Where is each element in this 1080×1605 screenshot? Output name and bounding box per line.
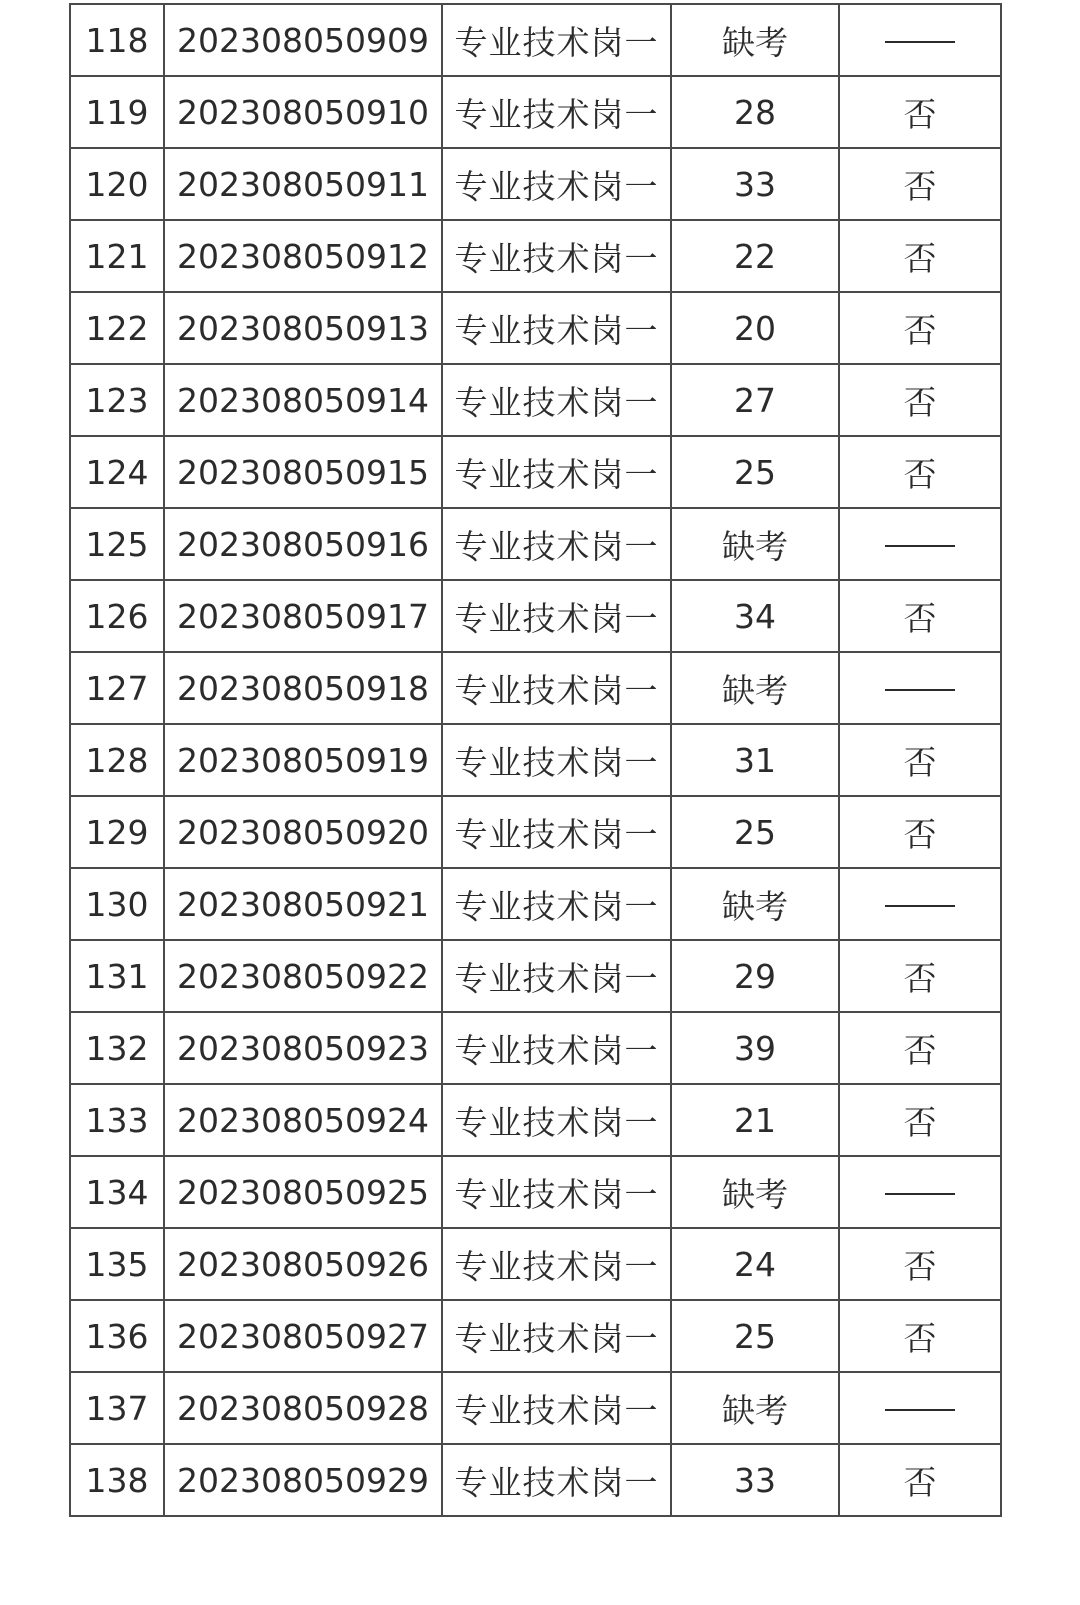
no-result-dash [885,689,955,691]
position-cell: 专业技术岗一 [442,292,671,364]
result-cell: 否 [839,220,1001,292]
score-table-container [69,3,990,1517]
position-cell: 专业技术岗一 [442,148,671,220]
exam-id-cell: 202308050926 [164,1228,442,1300]
result-cell: 否 [839,1300,1001,1372]
score-cell: 27 [671,364,839,436]
row-number-cell: 122 [70,292,164,364]
exam-id-cell: 202308050909 [164,4,442,76]
exam-id-cell: 202308050918 [164,652,442,724]
table-row [70,1300,1001,1372]
score-cell: 缺考 [671,508,839,580]
no-result-dash [885,1193,955,1195]
row-number-cell: 127 [70,652,164,724]
exam-id-cell: 202308050911 [164,148,442,220]
exam-id-cell: 202308050916 [164,508,442,580]
exam-id-cell: 202308050920 [164,796,442,868]
position-cell: 专业技术岗一 [442,1084,671,1156]
row-number-cell: 132 [70,1012,164,1084]
score-cell: 33 [671,1444,839,1516]
row-number-cell: 135 [70,1228,164,1300]
result-cell: 否 [839,580,1001,652]
position-cell: 专业技术岗一 [442,724,671,796]
row-number-cell: 128 [70,724,164,796]
result-cell: 否 [839,1444,1001,1516]
table-row [70,1084,1001,1156]
position-cell: 专业技术岗一 [442,1372,671,1444]
position-cell: 专业技术岗一 [442,76,671,148]
row-number-cell: 126 [70,580,164,652]
score-cell: 24 [671,1228,839,1300]
score-cell: 22 [671,220,839,292]
exam-id-cell: 202308050912 [164,220,442,292]
result-cell [839,508,1001,580]
score-cell: 缺考 [671,652,839,724]
position-cell: 专业技术岗一 [442,364,671,436]
score-cell: 缺考 [671,4,839,76]
result-cell [839,1372,1001,1444]
score-cell: 31 [671,724,839,796]
table-row [70,1156,1001,1228]
score-cell: 缺考 [671,1156,839,1228]
exam-id-cell: 202308050921 [164,868,442,940]
result-cell: 否 [839,940,1001,1012]
exam-id-cell: 202308050927 [164,1300,442,1372]
table-row [70,724,1001,796]
score-cell: 25 [671,1300,839,1372]
result-cell: 否 [839,1228,1001,1300]
score-table-body [70,4,1001,1516]
table-row [70,1372,1001,1444]
no-result-dash [885,905,955,907]
result-cell: 否 [839,796,1001,868]
row-number-cell: 129 [70,796,164,868]
position-cell: 专业技术岗一 [442,940,671,1012]
score-cell: 28 [671,76,839,148]
table-row [70,1444,1001,1516]
exam-id-cell: 202308050922 [164,940,442,1012]
score-cell: 34 [671,580,839,652]
exam-id-cell: 202308050924 [164,1084,442,1156]
table-row [70,364,1001,436]
position-cell: 专业技术岗一 [442,4,671,76]
row-number-cell: 138 [70,1444,164,1516]
table-row [70,148,1001,220]
score-cell: 25 [671,436,839,508]
result-cell: 否 [839,148,1001,220]
table-row [70,796,1001,868]
position-cell: 专业技术岗一 [442,652,671,724]
exam-id-cell: 202308050928 [164,1372,442,1444]
exam-id-cell: 202308050929 [164,1444,442,1516]
result-cell [839,4,1001,76]
no-result-dash [885,1409,955,1411]
position-cell: 专业技术岗一 [442,1300,671,1372]
score-cell: 20 [671,292,839,364]
result-cell: 否 [839,76,1001,148]
score-cell: 33 [671,148,839,220]
position-cell: 专业技术岗一 [442,1012,671,1084]
score-cell: 21 [671,1084,839,1156]
exam-id-cell: 202308050925 [164,1156,442,1228]
result-cell: 否 [839,1084,1001,1156]
result-cell: 否 [839,724,1001,796]
exam-id-cell: 202308050914 [164,364,442,436]
position-cell: 专业技术岗一 [442,1156,671,1228]
exam-id-cell: 202308050913 [164,292,442,364]
position-cell: 专业技术岗一 [442,868,671,940]
position-cell: 专业技术岗一 [442,580,671,652]
table-row [70,652,1001,724]
row-number-cell: 131 [70,940,164,1012]
row-number-cell: 124 [70,436,164,508]
position-cell: 专业技术岗一 [442,436,671,508]
row-number-cell: 130 [70,868,164,940]
result-cell [839,652,1001,724]
score-table [69,3,1002,1517]
row-number-cell: 125 [70,508,164,580]
row-number-cell: 136 [70,1300,164,1372]
score-cell: 29 [671,940,839,1012]
position-cell: 专业技术岗一 [442,220,671,292]
table-row [70,580,1001,652]
exam-id-cell: 202308050919 [164,724,442,796]
score-cell: 缺考 [671,868,839,940]
row-number-cell: 134 [70,1156,164,1228]
row-number-cell: 137 [70,1372,164,1444]
table-row [70,436,1001,508]
table-row [70,940,1001,1012]
table-row [70,868,1001,940]
exam-id-cell: 202308050923 [164,1012,442,1084]
result-cell [839,1156,1001,1228]
row-number-cell: 133 [70,1084,164,1156]
row-number-cell: 123 [70,364,164,436]
row-number-cell: 118 [70,4,164,76]
result-cell: 否 [839,292,1001,364]
score-cell: 25 [671,796,839,868]
result-cell: 否 [839,364,1001,436]
table-row [70,4,1001,76]
row-number-cell: 119 [70,76,164,148]
score-cell: 缺考 [671,1372,839,1444]
position-cell: 专业技术岗一 [442,1228,671,1300]
position-cell: 专业技术岗一 [442,1444,671,1516]
table-row [70,1012,1001,1084]
exam-id-cell: 202308050910 [164,76,442,148]
exam-id-cell: 202308050917 [164,580,442,652]
row-number-cell: 121 [70,220,164,292]
result-cell: 否 [839,436,1001,508]
result-cell: 否 [839,1012,1001,1084]
no-result-dash [885,545,955,547]
result-cell [839,868,1001,940]
table-row [70,220,1001,292]
position-cell: 专业技术岗一 [442,796,671,868]
exam-id-cell: 202308050915 [164,436,442,508]
table-row [70,1228,1001,1300]
position-cell: 专业技术岗一 [442,508,671,580]
table-row [70,76,1001,148]
table-row [70,292,1001,364]
table-row [70,508,1001,580]
no-result-dash [885,41,955,43]
row-number-cell: 120 [70,148,164,220]
score-cell: 39 [671,1012,839,1084]
